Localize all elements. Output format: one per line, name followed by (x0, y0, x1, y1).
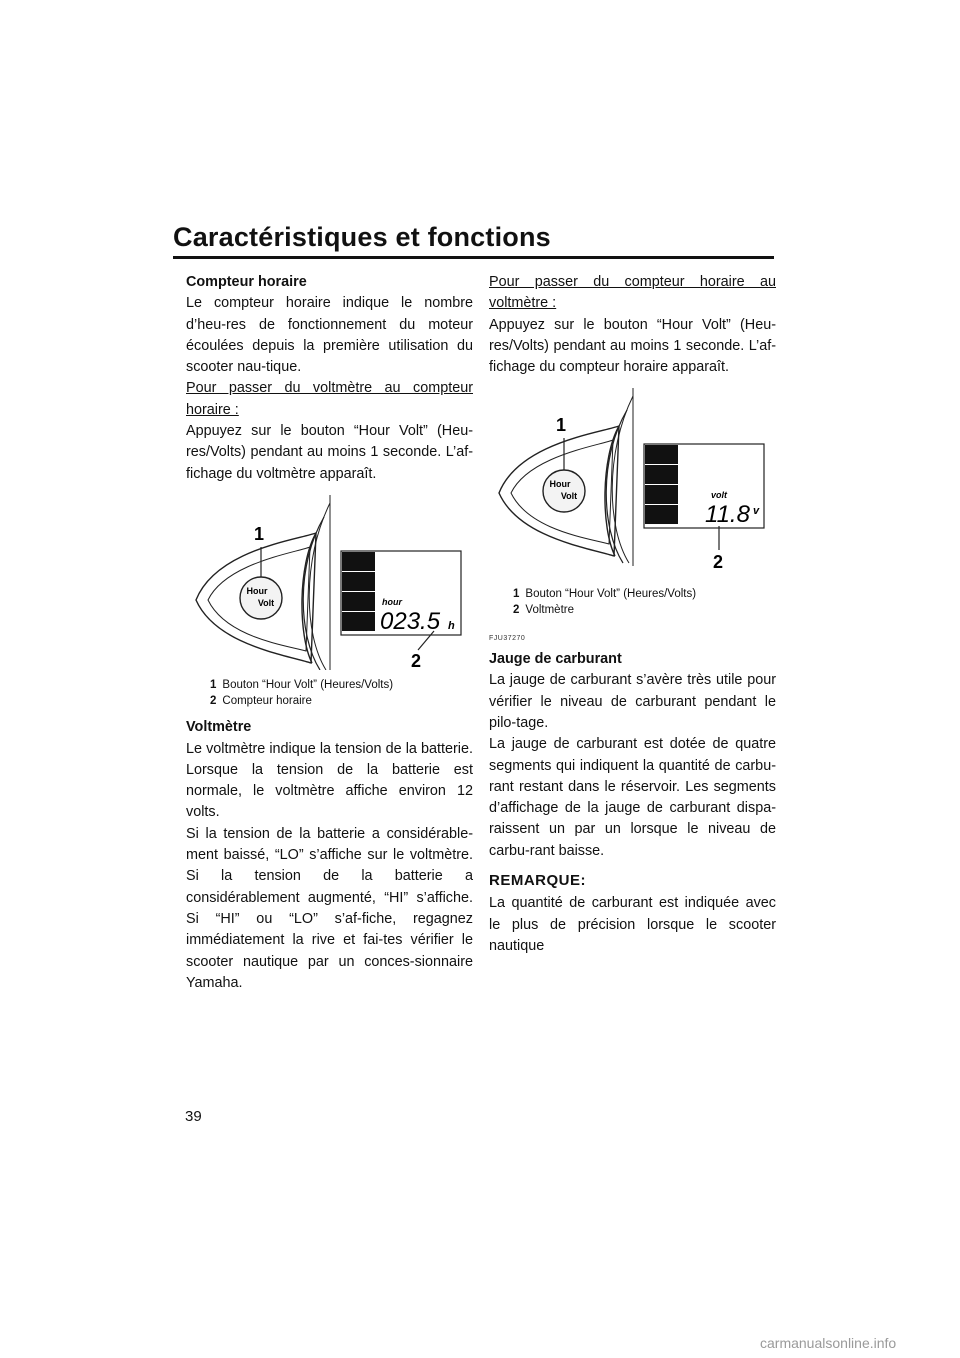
button-label-bottom: Volt (560, 491, 578, 502)
paragraph-remarque: La quantité de carburant est indiquée avec le plus de précision lorsque le scooter nautique (489, 895, 776, 954)
button-label-top: Hour (246, 585, 268, 596)
callout-1: 1 (556, 415, 567, 436)
unit-letter-h: h (448, 619, 455, 632)
unit-letter-v: v (753, 505, 760, 518)
caption-1: 1 Bouton “Hour Volt” (Heures/Volts) (210, 679, 394, 692)
title-rule (173, 256, 774, 259)
button-label-top: Hour (549, 479, 571, 490)
caption-1: 1 Bouton “Hour Volt” (Heures/Volts) (513, 587, 697, 600)
paragraph-jauge-2: La jauge de carburant est dotée de quatre segments qui indiquent la quantité de carbu-rant restant dans le réservoir. Les segments d’affichage de la jauge de carburant dispa-raissent un par un lorsque le niveau de carbu-rant baisse. (489, 736, 776, 859)
fuel-segment (645, 445, 678, 464)
paragraph-jauge-1: La jauge de carburant s’avère très utile pour vérifier le niveau de carburant pendant le pilo-tage. (489, 672, 776, 731)
remarque-heading: REMARQUE: (489, 872, 586, 890)
heading-jauge-carburant: Jauge de carburant (489, 651, 622, 668)
fuel-segment (342, 572, 375, 591)
left-column (186, 272, 473, 994)
paragraph-switch-instructions: Appuyez sur le bouton “Hour Volt” (Heu-res/Volts) pendant au moins 1 seconde. L’af-fichage du voltmètre apparaît. (186, 423, 473, 482)
voltmeter-illustration (489, 388, 776, 578)
page-number: 39 (185, 1108, 202, 1125)
figure-hour-meter (186, 495, 473, 709)
caption-2: 2 Compteur horaire (210, 695, 312, 708)
fuel-segment (645, 505, 678, 524)
section-code: FJU37270 (489, 634, 526, 642)
volt-reading: 11.8 (705, 501, 750, 529)
callout-2: 2 (713, 552, 724, 573)
subheading-switch-line1: Pour passer du compteur horaire au (489, 274, 776, 290)
unit-label-hour: hour (382, 596, 402, 607)
figure-voltmeter (489, 388, 776, 617)
button-label-bottom: Volt (257, 597, 275, 608)
paragraph-voltmetre-2: Si la tension de la batterie a considérable-ment baissé, “LO” s’affiche sur le voltmètre. Si la tension de la batterie a considérablement augmenté, “HI” s’affiche. Si “HI” ou “LO” s’af-fiche, regagnez immédiatement la rive et fai-tes vérifier le scooter nautique par un conces-sionnaire Yamaha. (186, 825, 473, 991)
fuel-segment (645, 465, 678, 484)
paragraph-switch-instructions: Appuyez sur le bouton “Hour Volt” (Heu-res/Volts) pendant au moins 1 seconde. L’af-fichage du compteur horaire apparaît. (489, 316, 776, 376)
hour-reading: 023.5 (380, 607, 441, 635)
subheading-switch-line1: Pour passer du voltmètre au compteur (186, 380, 473, 397)
paragraph-compteur-horaire: Le compteur horaire indique le nombre d’heu-res de fonctionnement du moteur écoulées depuis la première utilisation du scooter nau-tique. (186, 295, 473, 376)
heading-voltmetre: Voltmètre (186, 719, 252, 736)
callout-2: 2 (411, 650, 422, 670)
watermark: carmanualsonline.info (760, 1335, 897, 1351)
right-column (489, 272, 776, 957)
subheading-switch-line2: horaire : (186, 401, 239, 418)
fuel-segment (342, 612, 375, 631)
page-title: Caractéristiques et fonctions (173, 222, 551, 252)
hour-meter-illustration (186, 495, 473, 670)
fuel-segment (645, 485, 678, 504)
unit-label-volt: volt (711, 490, 728, 501)
subheading-switch-line2: voltmètre : (489, 295, 557, 312)
callout-1: 1 (254, 523, 265, 544)
fuel-segment (342, 592, 375, 611)
heading-compteur-horaire: Compteur horaire (186, 274, 307, 290)
caption-2: 2 Voltmètre (513, 603, 574, 616)
paragraph-voltmetre-1: Le voltmètre indique la tension de la batterie. Lorsque la tension de la batterie est normale, le voltmètre affiche environ 12 volts. (186, 740, 473, 821)
fuel-segment (342, 552, 375, 571)
